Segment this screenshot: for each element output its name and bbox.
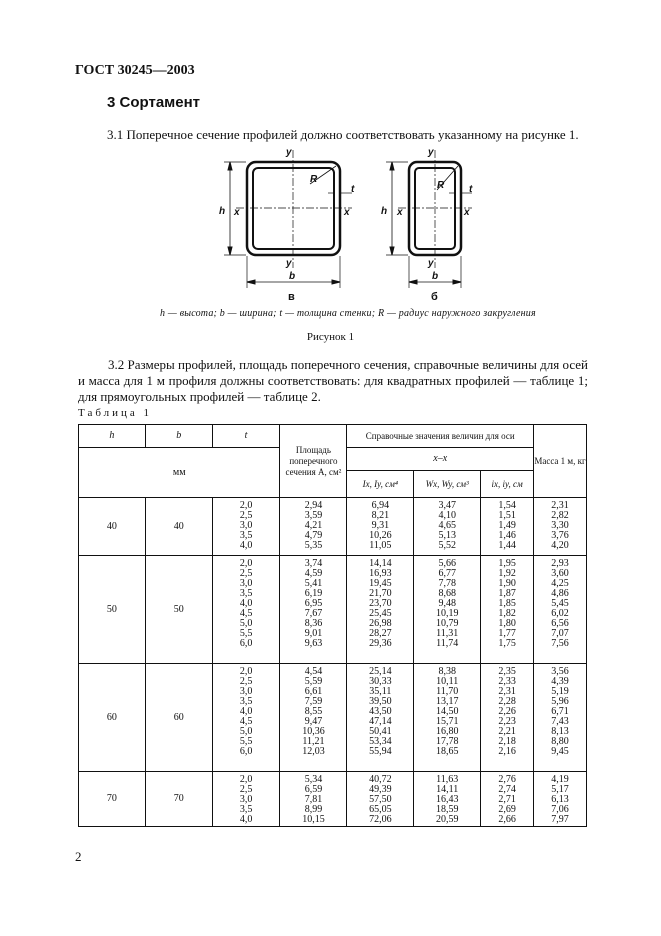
- cell-mass-column: [534, 664, 587, 772]
- figure-title: Рисунок 1: [306, 331, 355, 343]
- cell-b: 40: [145, 498, 212, 556]
- cell-value: 23,70: [369, 598, 392, 609]
- cell-value: 5,59: [304, 676, 323, 687]
- cell-value: 26,98: [369, 618, 392, 629]
- cell-value: 2,82: [551, 510, 569, 521]
- cell-value: 3,0: [239, 686, 253, 697]
- cell-value: 3,0: [239, 520, 253, 531]
- cell-value: 50,41: [369, 726, 392, 737]
- cell-value: 6,02: [551, 608, 569, 619]
- cell-value: 4,21: [304, 520, 323, 531]
- cell-value: 6,56: [551, 618, 569, 629]
- cell-value: 2,35: [498, 666, 516, 677]
- cell-value: 53,34: [369, 736, 392, 747]
- cell-value: 8,68: [438, 588, 456, 599]
- cell-value: 3,5: [239, 588, 253, 599]
- cell-t-column: [212, 772, 280, 827]
- cell-value: 8,80: [551, 736, 569, 747]
- cell-value: 5,5: [239, 628, 253, 639]
- cell-value: 25,45: [369, 608, 392, 619]
- cell-value: 4,39: [551, 676, 569, 687]
- fig-a-h-label: h: [219, 206, 226, 217]
- cell-value: 4,25: [551, 578, 569, 589]
- cell-value: 3,5: [239, 696, 253, 707]
- cell-I-column: [347, 498, 414, 556]
- fig-b-h-label: h: [381, 206, 388, 217]
- cell-value: 18,59: [435, 804, 459, 815]
- cell-value: 11,74: [436, 638, 459, 649]
- cell-value: 2,18: [498, 736, 516, 747]
- cell-value: 2,21: [498, 726, 516, 737]
- cell-value: 2,31: [551, 500, 569, 511]
- cell-value: 9,01: [304, 628, 323, 639]
- fig-a-x-left-label: x: [234, 207, 240, 218]
- cell-value: 6,59: [304, 784, 323, 795]
- cell-value: 57,50: [369, 794, 392, 805]
- cell-value: 4,5: [239, 608, 253, 619]
- cell-value: 49,39: [369, 784, 392, 795]
- cell-value: 8,38: [438, 666, 456, 677]
- cell-value: 8,55: [304, 706, 323, 717]
- cell-value: 2,0: [239, 500, 253, 511]
- table-body: [79, 498, 587, 827]
- cell-value: 3,0: [239, 794, 253, 805]
- cell-value: 28,27: [369, 628, 392, 639]
- page-number: 2: [75, 849, 82, 864]
- cell-value: 16,93: [369, 568, 392, 579]
- cell-value: 10,36: [302, 726, 325, 737]
- cell-i-column: [481, 664, 534, 772]
- header-axis: x–x: [347, 448, 534, 471]
- table-row: [79, 664, 587, 772]
- cell-value: 6,13: [551, 794, 569, 805]
- cell-value: 9,31: [371, 520, 390, 531]
- cell-value: 10,79: [435, 618, 459, 629]
- cell-value: 3,47: [438, 500, 456, 511]
- cell-value: 4,59: [304, 568, 323, 579]
- cell-value: 25,14: [369, 666, 392, 677]
- cell-value: 5,66: [438, 558, 456, 569]
- cell-h: 40: [79, 498, 146, 556]
- cell-value: 15,71: [435, 716, 459, 727]
- cell-value: 40,72: [369, 774, 392, 785]
- cell-value: 7,06: [551, 804, 569, 815]
- cell-value: 5,34: [304, 774, 323, 785]
- cell-value: 47,14: [369, 716, 392, 727]
- cell-value: 2,0: [239, 558, 253, 569]
- cell-value: 4,10: [438, 510, 456, 521]
- cell-value: 14,50: [435, 706, 459, 717]
- cell-value: 18,65: [435, 746, 459, 757]
- cell-value: 6,0: [239, 638, 253, 649]
- cell-value: 6,61: [304, 686, 323, 697]
- cell-value: 11,63: [436, 774, 459, 785]
- cell-value: 9,47: [304, 716, 323, 727]
- cell-value: 5,19: [551, 686, 569, 697]
- cell-value: 2,69: [498, 804, 516, 815]
- section-title: 3 Сортамент: [107, 94, 201, 111]
- cell-value: 3,56: [551, 666, 569, 677]
- cell-h: 70: [79, 772, 146, 827]
- cell-value: 3,5: [239, 804, 253, 815]
- cell-value: 10,15: [302, 814, 325, 825]
- header-h: h: [79, 425, 146, 448]
- header-i: ix, iy, см: [481, 471, 534, 498]
- cell-value: 3,59: [304, 510, 323, 521]
- fig-b-sublabel: б: [431, 291, 438, 303]
- header-b: b: [145, 425, 212, 448]
- cell-value: 3,60: [551, 568, 569, 579]
- fig-b-R-label: R: [437, 180, 445, 191]
- cell-value: 1,75: [498, 638, 516, 649]
- cell-value: 5,96: [551, 696, 569, 707]
- cell-value: 2,76: [498, 774, 516, 785]
- cell-value: 2,31: [498, 686, 516, 697]
- cell-value: 7,78: [438, 578, 456, 589]
- cell-value: 3,0: [239, 578, 253, 589]
- cell-i-column: [481, 498, 534, 556]
- header-area: Площадь поперечного сечения A, см²: [280, 425, 347, 498]
- cell-value: 1,87: [498, 588, 516, 599]
- cell-value: 7,43: [551, 716, 569, 727]
- cell-value: 7,56: [551, 638, 569, 649]
- fig-a-y-bottom-label: y: [286, 258, 292, 269]
- cell-value: 21,70: [369, 588, 392, 599]
- cell-h: 60: [79, 664, 146, 772]
- cell-value: 7,67: [304, 608, 323, 619]
- cell-W-column: [414, 772, 481, 827]
- cell-value: 16,80: [435, 726, 459, 737]
- cell-value: 1,46: [498, 530, 516, 541]
- cell-area-column: [280, 664, 347, 772]
- cell-value: 72,06: [369, 814, 392, 825]
- cell-value: 1,49: [498, 520, 516, 531]
- cell-value: 35,11: [369, 686, 392, 697]
- cell-value: 30,33: [369, 676, 392, 687]
- document-code: ГОСТ 30245—2003: [75, 63, 195, 78]
- cell-value: 5,5: [239, 736, 253, 747]
- cell-value: 2,71: [498, 794, 516, 805]
- cell-value: 8,36: [304, 618, 323, 629]
- cell-value: 6,94: [371, 500, 390, 511]
- fig-b-x-left-label: x: [397, 207, 403, 218]
- cell-value: 5,0: [239, 726, 253, 737]
- cell-value: 4,5: [239, 716, 253, 727]
- cell-t-column: [212, 664, 280, 772]
- cell-value: 11,05: [369, 540, 392, 551]
- cell-value: 1,95: [498, 558, 516, 569]
- cell-value: 3,5: [239, 530, 253, 541]
- cell-value: 5,52: [438, 540, 456, 551]
- cell-value: 1,90: [498, 578, 516, 589]
- cell-value: 1,51: [498, 510, 516, 521]
- cell-i-column: [481, 772, 534, 827]
- cell-value: 5,13: [438, 530, 456, 541]
- cell-value: 65,05: [369, 804, 392, 815]
- fig-a-y-top-label: y: [286, 147, 292, 158]
- cell-value: 3,76: [551, 530, 569, 541]
- fig-b-y-bottom-label: y: [428, 258, 434, 269]
- cell-value: 11,31: [436, 628, 459, 639]
- cell-value: 2,16: [498, 746, 516, 757]
- cell-b: 70: [145, 772, 212, 827]
- cell-value: 2,66: [498, 814, 516, 825]
- cell-value: 5,45: [551, 598, 569, 609]
- profiles-table: [78, 424, 587, 827]
- cell-W-column: [414, 556, 481, 664]
- cell-value: 43,50: [369, 706, 392, 717]
- cell-t-column: [212, 498, 280, 556]
- cell-value: 1,85: [498, 598, 516, 609]
- cell-value: 9,48: [438, 598, 456, 609]
- cell-value: 2,28: [498, 696, 516, 707]
- cell-value: 4,20: [551, 540, 569, 551]
- cell-value: 2,5: [239, 568, 253, 579]
- cell-value: 55,94: [369, 746, 392, 757]
- figure-1-drawing: [0, 0, 661, 330]
- cell-value: 39,50: [369, 696, 392, 707]
- cell-I-column: [347, 556, 414, 664]
- cell-mass-column: [534, 556, 587, 664]
- cell-value: 2,5: [239, 784, 253, 795]
- cell-value: 2,33: [498, 676, 516, 687]
- cell-value: 17,78: [435, 736, 459, 747]
- cell-value: 4,0: [239, 598, 253, 609]
- cell-value: 4,0: [239, 814, 253, 825]
- cell-value: 5,41: [304, 578, 323, 589]
- cell-value: 3,30: [551, 520, 569, 531]
- cell-value: 2,23: [498, 716, 516, 727]
- cell-value: 4,0: [239, 540, 253, 551]
- fig-a-b-label: b: [289, 271, 296, 282]
- cell-value: 4,0: [239, 706, 253, 717]
- cell-mass-column: [534, 772, 587, 827]
- figure-caption: h — высота; b — ширина; t — толщина стенки; R — радиус наружного закругления: [160, 308, 536, 319]
- fig-a-x-right-label: x: [344, 207, 350, 218]
- paragraph-3-1: 3.1 Поперечное сечение профилей должно соответствовать указанному на рисунке 1.: [107, 127, 579, 142]
- header-W: Wx, Wy, см³: [414, 471, 481, 498]
- cell-h: 50: [79, 556, 146, 664]
- cell-value: 4,19: [551, 774, 569, 785]
- cell-value: 2,0: [239, 774, 253, 785]
- cell-value: 19,45: [369, 578, 392, 589]
- header-ref-values: Справочные значения величин для оси: [347, 425, 534, 448]
- table-row: [79, 556, 587, 664]
- cell-value: 7,07: [551, 628, 569, 639]
- cell-value: 4,86: [551, 588, 569, 599]
- cell-area-column: [280, 498, 347, 556]
- cell-value: 10,26: [369, 530, 392, 541]
- cell-value: 13,17: [435, 696, 459, 707]
- cell-value: 10,19: [435, 608, 459, 619]
- fig-b-y-top-label: y: [428, 147, 434, 158]
- cell-value: 1,44: [498, 540, 516, 551]
- cell-value: 16,43: [435, 794, 459, 805]
- cell-value: 4,79: [304, 530, 323, 541]
- cell-value: 10,11: [436, 676, 459, 687]
- cell-value: 9,63: [304, 638, 323, 649]
- cell-value: 9,45: [551, 746, 569, 757]
- table-row: [79, 498, 587, 556]
- cell-value: 1,92: [498, 568, 516, 579]
- cell-value: 2,5: [239, 676, 253, 687]
- cell-value: 5,17: [551, 784, 569, 795]
- cell-value: 1,80: [498, 618, 516, 629]
- cell-value: 29,36: [369, 638, 392, 649]
- cell-value: 8,21: [371, 510, 390, 521]
- paragraph-3-2: 3.2 Размеры профилей, площадь поперечного сечения, справочные величины для осей и масса для 1 м профиля должны соответствовать: для квадратных профилей — таблице 1; для прямоугольных профилей — таблице 2.: [78, 357, 588, 404]
- cell-value: 2,93: [551, 558, 569, 569]
- cell-b: 50: [145, 556, 212, 664]
- fig-a-sublabel: в: [288, 291, 295, 303]
- cell-value: 2,0: [239, 666, 253, 677]
- fig-b-t-label: t: [469, 184, 473, 195]
- cell-value: 3,74: [304, 558, 323, 569]
- fig-a-t-label: t: [351, 184, 355, 195]
- cell-value: 2,74: [498, 784, 516, 795]
- cell-value: 14,14: [369, 558, 392, 569]
- cell-value: 5,0: [239, 618, 253, 629]
- cell-value: 14,11: [436, 784, 459, 795]
- cell-I-column: [347, 772, 414, 827]
- cell-value: 6,19: [304, 588, 323, 599]
- cell-area-column: [280, 556, 347, 664]
- fig-b-x-right-label: x: [464, 207, 470, 218]
- cell-b: 60: [145, 664, 212, 772]
- cell-value: 5,35: [304, 540, 323, 551]
- header-mass: Масса 1 м, кг: [534, 425, 587, 498]
- cell-value: 1,77: [498, 628, 516, 639]
- cell-mass-column: [534, 498, 587, 556]
- cell-area-column: [280, 772, 347, 827]
- fig-a-R-label: R: [310, 174, 318, 185]
- cell-value: 6,77: [438, 568, 456, 579]
- cell-value: 2,5: [239, 510, 253, 521]
- cell-value: 7,59: [304, 696, 323, 707]
- cell-value: 8,13: [551, 726, 569, 737]
- cell-I-column: [347, 664, 414, 772]
- cell-value: 6,95: [304, 598, 323, 609]
- cell-value: 6,71: [551, 706, 569, 717]
- cell-value: 4,65: [438, 520, 456, 531]
- cell-i-column: [481, 556, 534, 664]
- cell-W-column: [414, 498, 481, 556]
- cell-value: 4,54: [304, 666, 323, 677]
- cell-value: 1,82: [498, 608, 516, 619]
- cell-value: 6,0: [239, 746, 253, 757]
- cell-value: 2,26: [498, 706, 516, 717]
- cell-value: 12,03: [302, 746, 325, 757]
- cell-value: 11,70: [436, 686, 459, 697]
- fig-b-b-label: b: [432, 271, 439, 282]
- cell-t-column: [212, 556, 280, 664]
- cell-value: 2,94: [304, 500, 323, 511]
- table-title: Таблица 1: [78, 407, 153, 419]
- cell-value: 7,97: [551, 814, 569, 825]
- table-row: [79, 772, 587, 827]
- cell-value: 11,21: [302, 736, 325, 747]
- cell-W-column: [414, 664, 481, 772]
- cell-value: 1,54: [498, 500, 516, 511]
- header-mm: мм: [79, 448, 280, 498]
- cell-value: 7,81: [304, 794, 323, 805]
- header-t: t: [212, 425, 280, 448]
- cell-value: 8,99: [304, 804, 323, 815]
- cell-value: 20,59: [435, 814, 459, 825]
- header-I: Ix, Iy, см⁴: [347, 471, 414, 498]
